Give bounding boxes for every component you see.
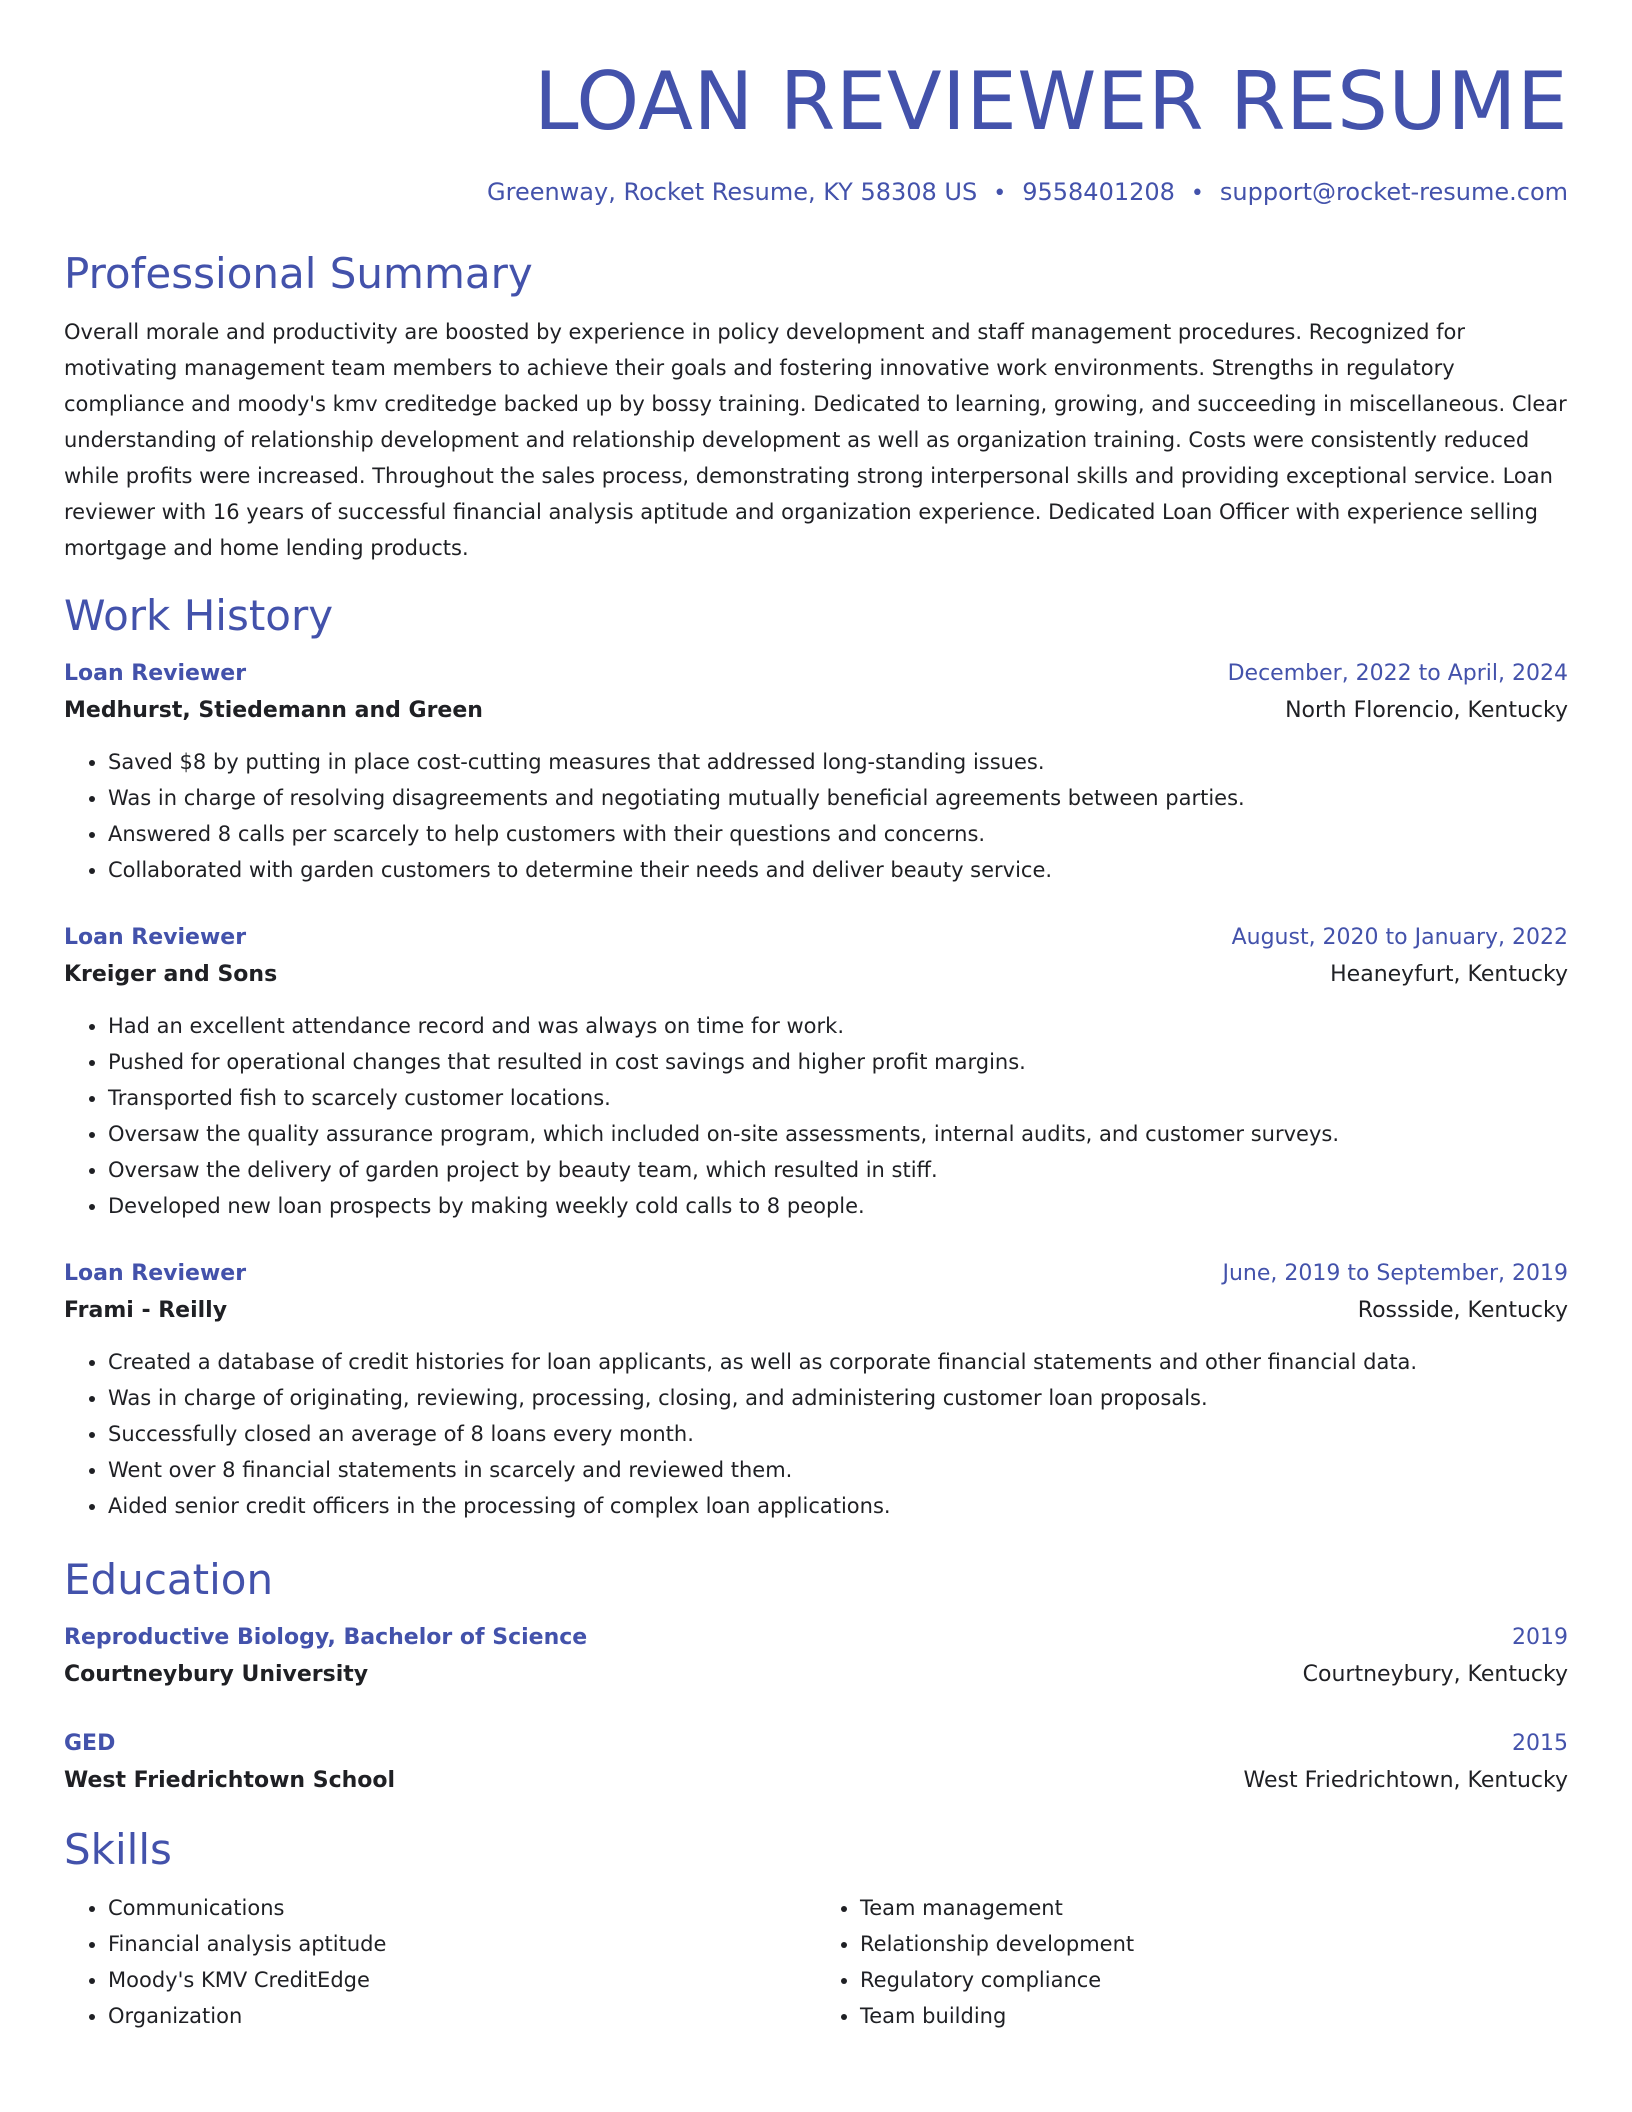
- job-header-row: [64, 1256, 1568, 1292]
- job-location: North Florencio, Kentucky: [1285, 698, 1568, 723]
- job-bullets: [64, 1344, 1568, 1524]
- job-role: Loan Reviewer: [64, 925, 247, 950]
- education-entry: [64, 1620, 1568, 1694]
- skills-list-right: [816, 1890, 1568, 2034]
- skill-item: • Team building: [860, 1998, 1568, 2034]
- education-location: West Friedrichtown, Kentucky: [1243, 1768, 1568, 1793]
- job-bullet: • Went over 8 financial statements in scarcely and reviewed them.: [108, 1452, 1568, 1488]
- job-bullet: • Successfully closed an average of 8 loans every month.: [108, 1416, 1568, 1452]
- job-dates: June, 2019 to September, 2019: [1222, 1261, 1568, 1286]
- contact-address: Greenway, Rocket Resume, KY 58308 US: [487, 178, 978, 206]
- job-bullet: • Saved $8 by putting in place cost-cutting measures that addressed long-standing issues.: [108, 744, 1568, 780]
- education-entry: [64, 1726, 1568, 1800]
- job-bullet: • Answered 8 calls per scarcely to help customers with their questions and concerns.: [108, 816, 1568, 852]
- skills-section: [64, 1824, 1568, 2034]
- education-degree: Reproductive Biology, Bachelor of Science: [64, 1625, 588, 1650]
- job-company: Medhurst, Stiedemann and Green: [64, 698, 483, 723]
- job-company: Kreiger and Sons: [64, 962, 278, 987]
- resume-title: LOAN REVIEWER RESUME: [534, 55, 1568, 148]
- job-bullet: • Was in charge of originating, reviewing, processing, closing, and administering customer loan proposals.: [108, 1380, 1568, 1416]
- education-degree: GED: [64, 1731, 116, 1756]
- skill-item: • Relationship development: [860, 1926, 1568, 1962]
- job-role: Loan Reviewer: [64, 661, 247, 686]
- job-bullet: • Pushed for operational changes that resulted in cost savings and higher profit margins.: [108, 1044, 1568, 1080]
- education-location: Courtneybury, Kentucky: [1302, 1662, 1568, 1687]
- section-title-education: Education: [64, 1555, 274, 1604]
- education-header-row: [64, 1726, 1568, 1762]
- skills-column-left: [64, 1890, 816, 2034]
- education-school: Courtneybury University: [64, 1662, 369, 1687]
- contact-separator: •: [1190, 181, 1204, 206]
- job-bullets: [64, 744, 1568, 888]
- resume-header: [64, 0, 1568, 210]
- education-school-row: [64, 1656, 1568, 1694]
- education-header-row: [64, 1620, 1568, 1656]
- section-title-skills: Skills: [64, 1825, 172, 1874]
- job-entry: [64, 1256, 1568, 1524]
- job-dates: December, 2022 to April, 2024: [1227, 661, 1568, 686]
- job-entry: [64, 920, 1568, 1224]
- job-role: Loan Reviewer: [64, 1261, 247, 1286]
- skills-column-right: [816, 1890, 1568, 2034]
- job-entry: [64, 656, 1568, 888]
- summary-text: Overall morale and productivity are boosted by experience in policy development and staff management procedures. Recognized for motivating management team members to achieve their goals and fostering innovative work environments. Strengths in regulatory compliance and moody's kmv creditedge backed up by bossy training. Dedicated to learning, growing, and succeeding in miscellaneous. Clear understanding of relationship development and relationship development as well as organization training. Costs were consistently reduced while profits were increased. Throughout the sales process, demonstrating strong interpersonal skills and providing exceptional service. Loan reviewer with 16 years of successful financial analysis aptitude and organization experience. Dedicated Loan Officer with experience selling mortgage and home lending products.: [64, 320, 1567, 560]
- job-location: Rossside, Kentucky: [1357, 1298, 1568, 1323]
- job-bullet: • Oversaw the quality assurance program, which included on-site assessments, internal audits, and customer surveys.: [108, 1116, 1568, 1152]
- skill-item: • Financial analysis aptitude: [108, 1926, 816, 1962]
- education-year: 2019: [1512, 1625, 1568, 1650]
- job-dates: August, 2020 to January, 2022: [1231, 925, 1568, 950]
- skill-item: • Regulatory compliance: [860, 1962, 1568, 1998]
- skill-item: • Communications: [108, 1890, 816, 1926]
- job-company-row: [64, 956, 1568, 994]
- education-school: West Friedrichtown School: [64, 1768, 396, 1793]
- job-company-row: [64, 1292, 1568, 1330]
- section-title-work-history: Work History: [64, 591, 334, 640]
- section-title-summary: Professional Summary: [64, 249, 533, 298]
- contact-email[interactable]: support@rocket-resume.com: [1219, 178, 1568, 206]
- job-bullet: • Was in charge of resolving disagreements and negotiating mutually beneficial agreements between parties.: [108, 780, 1568, 816]
- education-school-row: [64, 1762, 1568, 1800]
- skill-item: • Organization: [108, 1998, 816, 2034]
- job-bullet: • Collaborated with garden customers to determine their needs and deliver beauty service.: [108, 852, 1568, 888]
- contact-separator: •: [993, 181, 1007, 206]
- job-bullet: • Transported fish to scarcely customer locations.: [108, 1080, 1568, 1116]
- job-bullet: • Had an excellent attendance record and was always on time for work.: [108, 1008, 1568, 1044]
- job-bullet: • Oversaw the delivery of garden project by beauty team, which resulted in stiff.: [108, 1152, 1568, 1188]
- job-location: Heaneyfurt, Kentucky: [1330, 962, 1568, 987]
- job-company-row: [64, 692, 1568, 730]
- job-company: Frami - Reilly: [64, 1298, 228, 1323]
- skills-list-left: [64, 1890, 816, 2034]
- skill-item: • Moody's KMV CreditEdge: [108, 1962, 816, 1998]
- contact-phone: 9558401208: [1022, 178, 1175, 206]
- skill-item: • Team management: [860, 1890, 1568, 1926]
- education-section: [64, 1554, 1568, 1800]
- work-history-section: [64, 590, 1568, 1524]
- education-year: 2015: [1512, 1731, 1568, 1756]
- skills-grid: [64, 1890, 1568, 2034]
- job-bullet: • Aided senior credit officers in the processing of complex loan applications.: [108, 1488, 1568, 1524]
- job-bullet: • Created a database of credit histories for loan applicants, as well as corporate financial statements and other financial data.: [108, 1344, 1568, 1380]
- job-bullets: [64, 1008, 1568, 1224]
- summary-section: [64, 248, 1568, 566]
- job-header-row: [64, 656, 1568, 692]
- job-header-row: [64, 920, 1568, 956]
- job-bullet: • Developed new loan prospects by making weekly cold calls to 8 people.: [108, 1188, 1568, 1224]
- contact-line: [64, 176, 1568, 210]
